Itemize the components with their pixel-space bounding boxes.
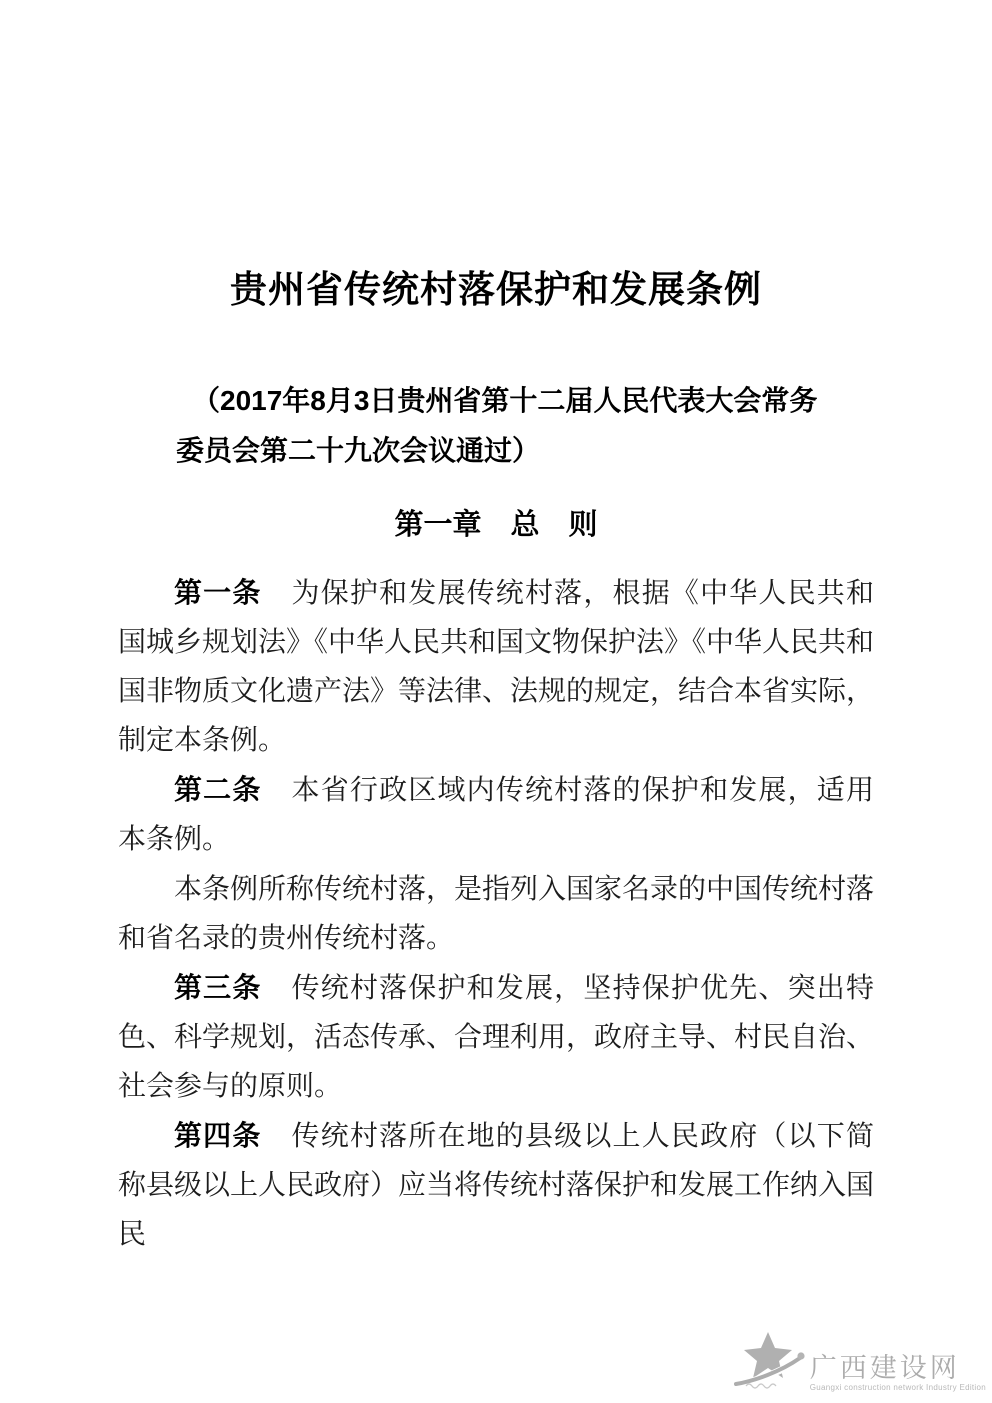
article-label: 第三条 <box>174 972 262 1003</box>
article-text: 本条例所称传统村落，是指列入国家名录的中国传统村落和省名录的贵州传统村落。 <box>118 874 875 954</box>
article-label: 第二条 <box>174 774 262 805</box>
chapter-heading: 第一章 总 则 <box>394 509 598 541</box>
article-paragraph <box>118 1111 874 1259</box>
article-label: 第四条 <box>174 1120 262 1151</box>
watermark-text <box>810 1353 986 1395</box>
watermark <box>730 1330 986 1395</box>
article-text: 为保护和发展传统村落，根据《中华人民共和国城乡规划法》《中华人民共和国文物保护法》《中华人民共和国非物质文化遗产法》等法律、法规的规定，结合本省实际，制定本条例。 <box>118 578 875 756</box>
enactment-note: （2017年8月3日贵州省第十二届人民代表大会常务委员会第二十九次会议通过） <box>176 385 818 466</box>
article-text: 本省行政区域内传统村落的保护和发展，适用本条例。 <box>118 775 874 855</box>
article-text: 传统村落所在地的县级以上人民政府（以下简称县级以上人民政府）应当将传统村落保护和发展工作纳入国民 <box>118 1121 875 1250</box>
article-paragraphs <box>118 568 874 1259</box>
article-paragraph <box>118 963 874 1111</box>
article-label: 第一条 <box>174 577 262 608</box>
article-text: 传统村落保护和发展，坚持保护优先、突出特色、科学规划，活态传承、合理利用，政府主导、村民自治、社会参与的原则。 <box>118 973 875 1102</box>
document-body <box>118 0 874 1259</box>
watermark-site-subtitle: Guangxi construction network Industry Edition <box>809 1383 986 1392</box>
watermark-site-name: 广西建设网 <box>809 1353 960 1383</box>
article-paragraph <box>118 568 874 765</box>
document-title: 贵州省传统村落保护和发展条例 <box>230 269 762 310</box>
article-paragraph <box>118 765 874 864</box>
star-logo-icon <box>730 1330 806 1395</box>
article-paragraph <box>118 864 874 963</box>
